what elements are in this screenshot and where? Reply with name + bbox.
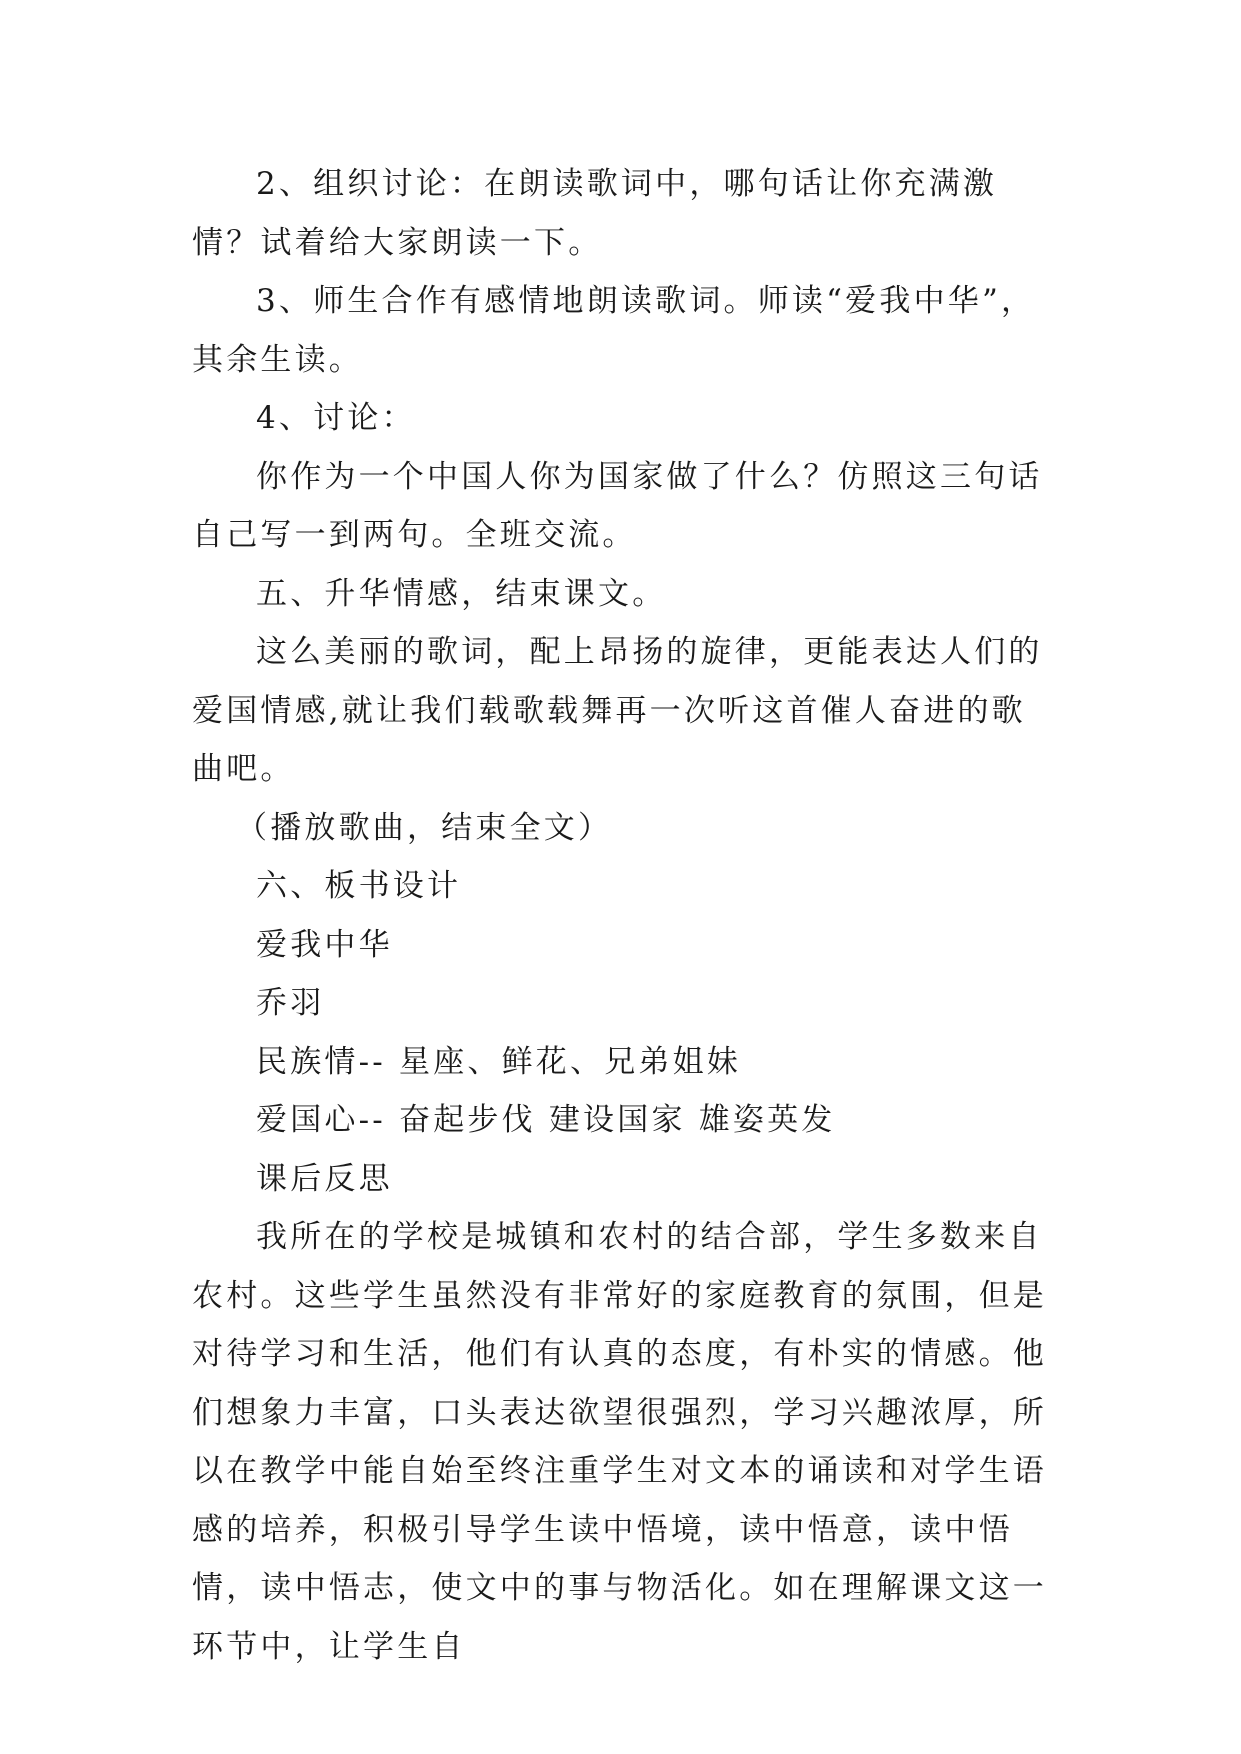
- paragraph-play-song-note: （播放歌曲，结束全文）: [236, 809, 613, 846]
- board-line-patriotism: 爱国心-- 奋起步伐 建设国家 雄姿英发: [256, 1102, 836, 1138]
- document-body: [192, 155, 1052, 1676]
- board-line-national-feeling: 民族情-- 星座、鲜花、兄弟姐妹: [256, 1043, 742, 1080]
- section-heading-5: 五、升华情感，结束课文。: [256, 575, 667, 612]
- board-title: 爱我中华: [256, 926, 393, 963]
- board-author: 乔羽: [256, 985, 325, 1021]
- paragraph-reflection-body: 我所在的学校是城镇和农村的结合部，学生多数来自农村。这些学生虽然没有非常好的家庭教育的氛围，但是对待学习和生活，他们有认真的态度，有朴实的情感。他们想象力丰富，口头表达欲望很强烈，学习兴趣浓厚，所以在教学中能自始至终注重学生对文本的诵读和对学生语感的培养，积极引导学生读中悟境，读中悟意，读中悟情，读中悟志，使文中的事与物活化。如在理解课文这一环节中，让学生自: [192, 1219, 1047, 1665]
- paragraph-discussion-4-heading: 4、讨论：: [256, 400, 416, 436]
- paragraph-discussion-2: 2、组织讨论：在朗读歌词中，哪句话让你充满激情？试着给大家朗读一下。: [192, 166, 998, 261]
- paragraph-discussion-4-body: 你作为一个中国人你为国家做了什么？仿照这三句话自己写一到两句。全班交流。: [192, 458, 1043, 553]
- paragraph-cooperative-reading-3: 3、师生合作有感情地朗读歌词。师读“爱我中华”，其余生读。: [192, 283, 1036, 378]
- section-heading-6: 六、板书设计: [256, 868, 462, 904]
- paragraph-sublimation: 这么美丽的歌词，配上昂扬的旋律，更能表达人们的爱国情感,就让我们载歌载舞再一次听这首催人奋进的歌曲吧。: [192, 634, 1043, 787]
- section-heading-reflection: 课后反思: [256, 1160, 393, 1197]
